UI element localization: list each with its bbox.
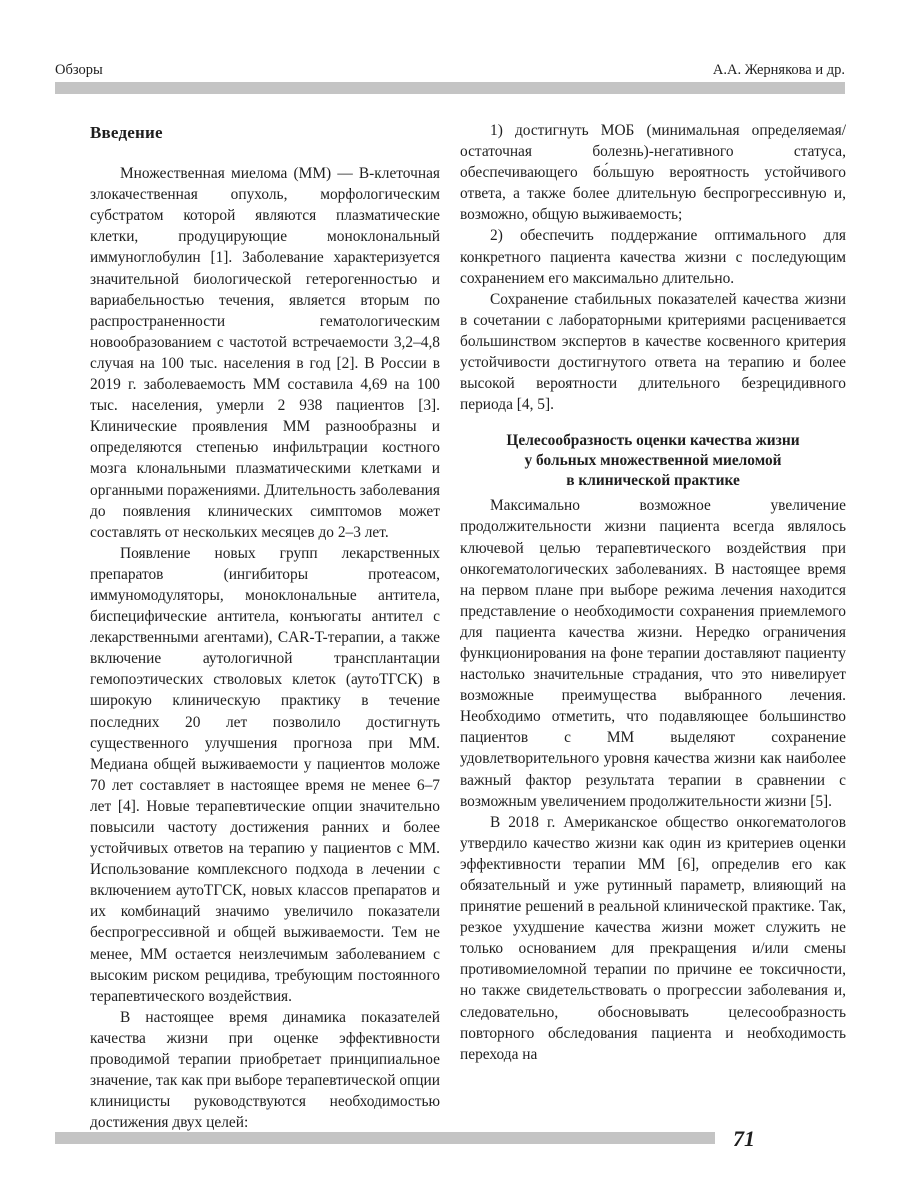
left-column	[90, 120, 440, 1133]
paragraph: В 2018 г. Американское общество онкогематологов утвердило качество жизни как один из критериев оценки эффективности терапии ММ [6], определив его как обязательный и уже рутинный параметр, влияющий на принятие решений в реальной клинической практике. Так, резкое ухудшение качества жизни может служить не только основанием для прекращения и/или смены противомиеломной терапии по причине ее токсичности, но также свидетельствовать о прогрессии заболевания и, следовательно, обосновывать целесообразность повторного обследования пациента и необходимость перехода на	[460, 813, 846, 1063]
paragraph: Появление новых групп лекарственных препаратов (ингибиторы протеасом, иммуномодуляторы, моноклональные антитела, биспецифические антитела, конъюгаты антител с лекарственными агентами), CAR-T-терапии, а также включение аутологичной трансплантации гемопоэтических стволовых клеток (аутоТГСК) в широкую клиническую практику в течение последних 20 лет позволило достигнуть существенного улучшения прогноза при ММ. Медиана общей выживаемости у пациентов моложе 70 лет составляет в настоящее время не менее 6–7 лет [4]. Новые терапевтические опции значительно повысили частоту достижения ранних и более устойчивых ответов на терапию у пациентов с ММ. Использование комплексного подхода в лечении с включением аутоТГСК, новых классов препаратов и их комбинаций значимо увеличило показатели беспрогрессивной и общей выживаемости. Тем не менее, ММ остается неизлечимым заболеванием с высоким риском рецидива, требующим постоянного терапевтического воздействия.	[90, 544, 440, 1005]
section-heading: Введение	[90, 123, 163, 142]
header-section: Обзоры	[55, 62, 103, 78]
paragraph: В настоящее время динамика показателей качества жизни при оценке эффективности проводимой терапии приобретает принципиальное значение, так как при выборе терапевтической опции клиницисты руководствуются необходимостью достижения двух целей:	[90, 1008, 440, 1132]
subsection-heading	[460, 431, 846, 491]
header-rule	[55, 82, 845, 94]
right-column	[460, 120, 846, 1065]
subheading-line: Целесообразность оценки качества жизни	[506, 432, 800, 450]
subheading-line: в клинической практике	[566, 472, 740, 490]
paragraph: Сохранение стабильных показателей качества жизни в сочетании с лабораторными критериями расценивается большинством экспертов в качестве косвенного критерия устойчивости достигнутого ответа на терапию и более высокой вероятности длительного безрецидивного периода [4, 5].	[460, 290, 846, 414]
header-authors: А.А. Жернякова и др.	[712, 62, 845, 78]
paragraph: 2) обеспечить поддержание оптимального для конкретного пациента качества жизни с последующим сохранением его максимально длительно.	[460, 227, 846, 287]
page-number: 71	[733, 1126, 755, 1151]
paragraph: 1) достигнуть МОБ (минимальная определяемая/остаточная болезнь)-негативного статуса, обеспечивающего бо́льшую вероятность устойчивого ответа, а также более длительную беспрогрессивную и, возможно, общую выживаемость;	[460, 122, 846, 224]
paragraph: Множественная миелома (ММ) — В-клеточная злокачественная опухоль, морфологическим субстратом которой являются плазматические клетки, продуцирующие моноклональный иммуноглобулин [1]. Заболевание характеризуется значительной биологической гетерогенностью и вариабельностью течения, является вторым по распространенности гематологическим новообразованием с частотой встречаемости 3,2–4,8 случая на 100 тыс. населения в год [2]. В России в 2019 г. заболеваемость ММ составила 4,69 на 100 тыс. населения, умерли 2 938 пациентов [3]. Клинические проявления ММ разнообразны и определяются степенью инфильтрации костного мозга клональными плазматическими клетками и органными поражениями. Длительность заболевания до появления клинических симптомов может составлять от нескольких месяцев до 2–3 лет.	[90, 165, 440, 541]
running-header	[55, 62, 845, 82]
paragraph: Максимально возможное увеличение продолжительности жизни пациента всегда являлось ключевой целью терапевтического воздействия при онкогематологических заболеваниях. В настоящее время на первом плане при выборе режима лечения находится представление о необходимости сохранения приемлемого для пациента качества жизни. Нередко ограничения функционирования на фоне терапии доставляют пациенту настолько значительные страдания, что это нивелирует возможные преимущества выбранного лечения. Необходимо отметить, что подавляющее большинство пациентов с ММ выделяют сохранение удовлетворительного уровня качества жизни как наиболее важный фактор результата терапии в сравнении с возможным увеличением продолжительности жизни [5].	[460, 497, 846, 810]
subheading-line: у больных множественной миеломой	[524, 452, 782, 470]
footer-rule	[55, 1132, 715, 1144]
